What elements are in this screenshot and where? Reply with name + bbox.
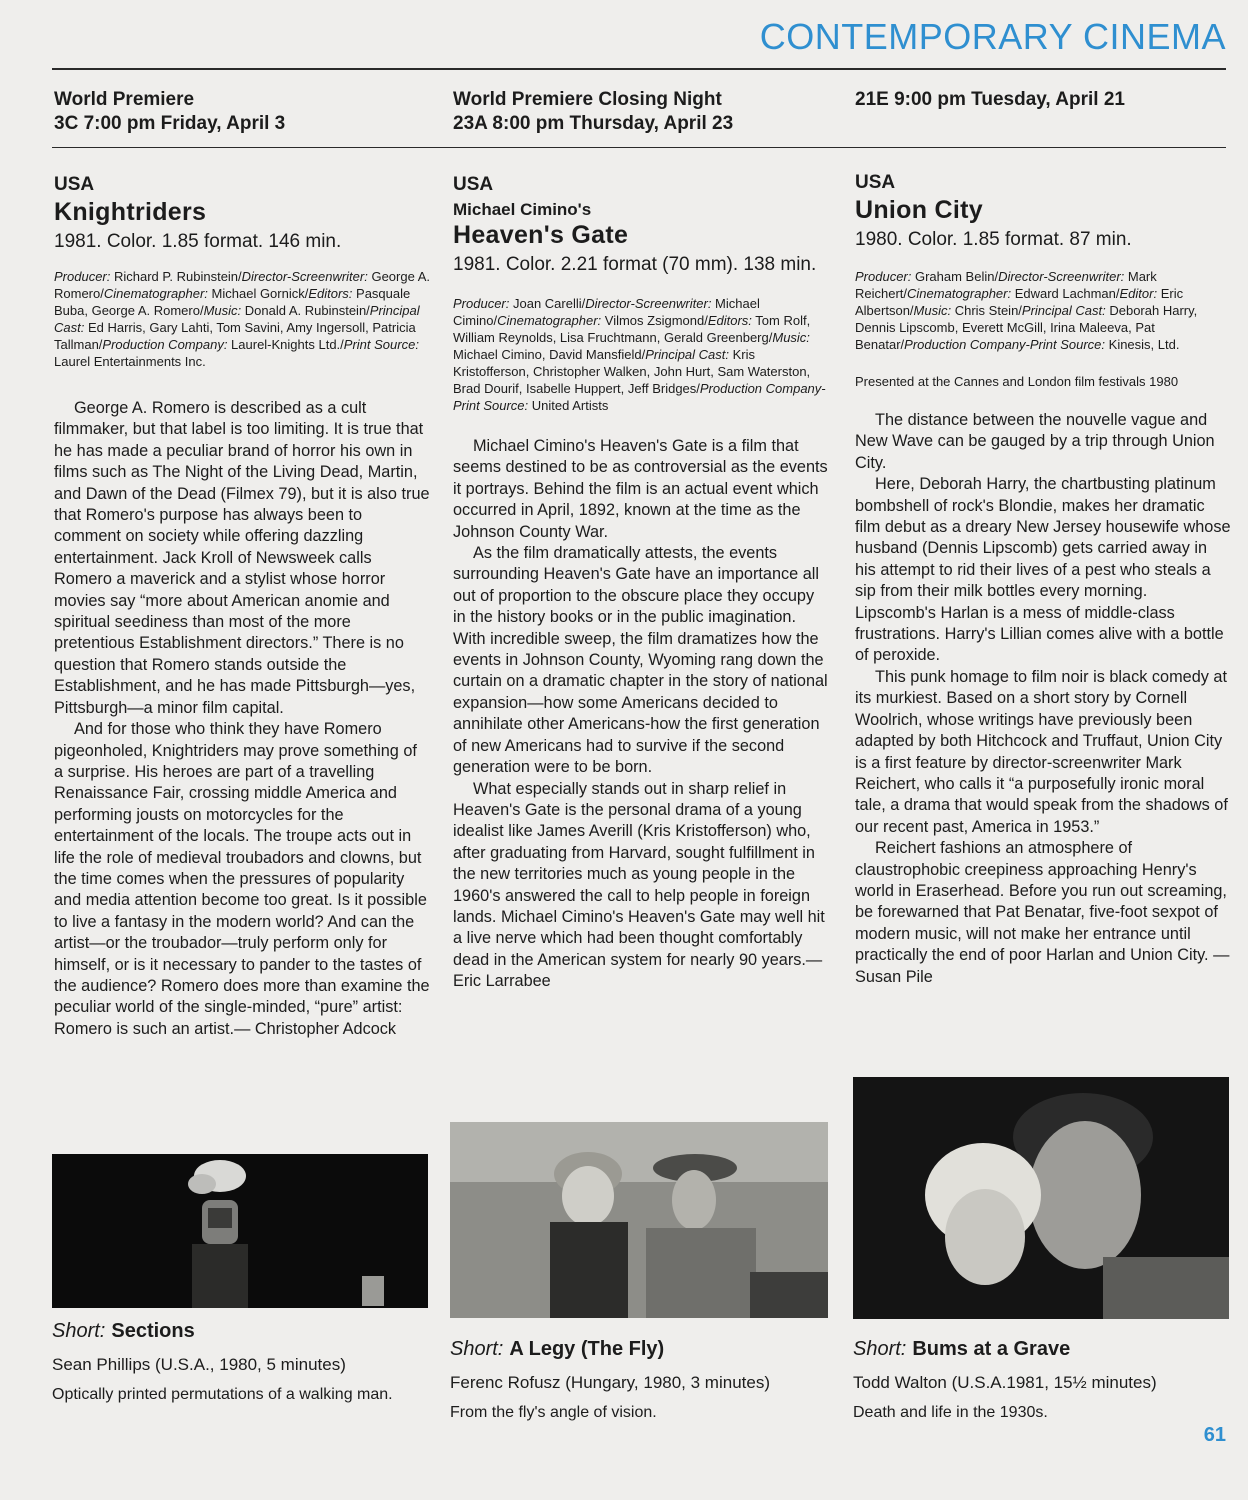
short-film-bums-at-a-grave (853, 1336, 1229, 1424)
paragraph: Michael Cimino's Heaven's Gate is a film that seems destined to be as controversial as the events it portrays. Behind the film is an actual event which occurred in April, 1892, known at the time as the Johnson County War. (453, 437, 828, 541)
film-description (855, 410, 1231, 988)
short-heading: Short: A Legy (The Fly) (450, 1338, 665, 1360)
paragraph: This punk homage to film noir is black comedy at its murkiest. Based on a short story by Cornell Woolrich, whose writings have previously been adapted by both Hitchcock and Truffaut, Union City is a first feature by director-screenwriter Mark Reichert, who calls it “a purposefully ironic moral tale, a drama that would speak from the shadows of our recent past, America in 1953.” (855, 667, 1228, 836)
premiere-label: World Premiere Closing Night (453, 89, 722, 110)
film-credits: Producer: Graham Belin/Director-Screenwriter: Mark Reichert/Cinematographer: Edward Lachman/Editor: Eric Albertson/Music: Chris Stein/Principal Cast: Deborah Harry, Dennis Lipscomb, Everett McGill, Irina Maleeva, Pat Benatar/Production Company-Print Source: Kinesis, Ltd. (855, 269, 1198, 352)
short-description: Death and life in the 1930s. (853, 1404, 1048, 1421)
film-presenter: Michael Cimino's (453, 200, 592, 219)
film-country: USA (855, 172, 896, 193)
short-heading: Short: Sections (52, 1320, 195, 1342)
short-title: Sections (111, 1320, 195, 1342)
paragraph: As the film dramatically attests, the events surrounding Heaven's Gate have an importance all out of proportion to the obscure place they occupy in the history books or in the public imagination. With incredible sweep, the film dramatizes how the events in Johnson County, Wyoming rang down the curtain on a dramatic chapter in the story of national expansion—how some Americans decided to annihilate other Americans-how the first generation of new Americans had to survive if the second generation were to be born. (453, 544, 828, 777)
paragraph: Reichert fashions an atmosphere of claustrophobic creepiness approaching Henry's world in Eraserhead. Before you run out screaming, be forewarned that Pat Benatar, five-foot sexpot of modern music, will not make her entrance until practically the end of poor Harlan and Union City. —Susan Pile (855, 839, 1230, 986)
film-country: USA (453, 174, 494, 195)
film-still-sections (52, 1154, 428, 1308)
film-column-heavens-gate (453, 88, 829, 993)
film-credits: Producer: Joan Carelli/Director-Screenwriter: Michael Cimino/Cinematographer: Vilmos Zsigmond/Editors: Tom Rolf, William Reynolds, Lisa Fruchtmann, Gerald Greenberg/Music: Michael Cimino, David Mansfield/Principal Cast: Kris Kristofferson, Christopher Walken, John Hurt, Sam Waterston, Brad Dourif, Isabelle Huppert, Jeff Bridges/Production Company-Print Source: United Artists (453, 296, 826, 413)
short-director: Ferenc Rofusz (Hungary, 1980, 3 minutes) (450, 1373, 770, 1392)
screening-time: 21E 9:00 pm Tuesday, April 21 (855, 89, 1125, 110)
short-film-a-legy (450, 1336, 826, 1424)
screening-schedule (54, 88, 430, 138)
paragraph: And for those who think they have Romero pigeonholed, Knightriders may prove something of a surprise. His heroes are part of a travelling Renaissance Fair, crossing middle America and performing jousts on motorcycles for the entertainment of the locals. The troupe acts out in life the role of medieval troubadors and clowns, but the time comes when the pressures of popularity and media attention become too great. Is it possible to live a fantasy in the modern world? And can the artist—or the troubador—truly perform only for himself, or is it necessary to pander to the tastes of the audience? Romero does more than examine the peculiar world of the single-minded, “pure” artist: Romero is such an artist.— Christopher Adcock (54, 720, 430, 1038)
short-description: From the fly's angle of vision. (450, 1404, 657, 1421)
short-title: Bums at a Grave (912, 1338, 1071, 1360)
paragraph: Here, Deborah Harry, the chartbusting platinum bombshell of rock's Blondie, makes her dramatic film debut as a dreary New Jersey housewife whose husband (Dennis Lipscomb) gets carried away in his attempt to rid their lives of a pest who steals a sip from their milk bottles every morning. Lipscomb's Harlan is a mess of middle-class frustrations. Harry's Lillian comes alive with a bottle of peroxide. (855, 475, 1231, 665)
film-title: Knightriders (54, 198, 207, 226)
film-description (54, 398, 430, 1040)
paragraph: George A. Romero is described as a cult filmmaker, but that label is too limiting. It is true that he has made a peculiar brand of horror his own in films such as The Night of the Living Dead, Martin, and Dawn of the Dead (Filmex 79), but it is also true that Romero's purpose has always been to comment on society while offering dazzling entertainment. Jack Kroll of Newsweek calls Romero a maverick and a stylist whose horror movies say “more about American anomie and spiritual seediness than most of the more pretentious Establishment directors.” There is no question that Romero stands outside the Establishment, and he has made Pittsburgh—yes, Pittsburgh—a minor film capital. (54, 399, 430, 717)
screening-time: 23A 8:00 pm Thursday, April 23 (453, 113, 734, 134)
paragraph: The distance between the nouvelle vague and New Wave can be gauged by a trip through Union City. (855, 411, 1215, 472)
screening-time: 3C 7:00 pm Friday, April 3 (54, 113, 286, 134)
paragraph: What especially stands out in sharp relief in Heaven's Gate is the personal drama of a young idealist like James Averill (Kris Kristofferson) who, after graduating from Harvard, sought fulfillment in the new territories much as young people in the 1960's answered the call to help people in foreign lands. Michael Cimino's Heaven's Gate may well hit a live nerve which had been thought comfortably dead in the American system for nearly 90 years.—Eric Larrabee (453, 779, 825, 991)
film-specs: 1980. Color. 1.85 format. 87 min. (855, 229, 1132, 250)
short-heading: Short: Bums at a Grave (853, 1338, 1071, 1360)
film-title: Union City (855, 196, 983, 224)
section-title: CONTEMPORARY CINEMA (759, 16, 1226, 57)
page-number: 61 (1203, 1424, 1226, 1446)
film-still-a-legy (450, 1122, 828, 1318)
screening-schedule (855, 88, 1231, 138)
short-film-sections (52, 1318, 428, 1406)
short-title: A Legy (The Fly) (509, 1338, 665, 1360)
film-country: USA (54, 174, 95, 195)
film-title: Heaven's Gate (453, 221, 629, 249)
festival-note: Presented at the Cannes and London film festivals 1980 (855, 374, 1179, 389)
premiere-label: World Premiere (54, 89, 195, 110)
film-specs: 1981. Color. 2.21 format (70 mm). 138 min. (453, 254, 817, 275)
screening-schedule (453, 88, 829, 138)
header-rule (52, 68, 1226, 70)
film-column-union-city (855, 88, 1231, 988)
short-description: Optically printed permutations of a walking man. (52, 1386, 393, 1403)
short-director: Todd Walton (U.S.A.1981, 15½ minutes) (853, 1373, 1157, 1392)
film-credits: Producer: Richard P. Rubinstein/Director-Screenwriter: George A. Romero/Cinematographer: Michael Gornick/Editors: Pasquale Buba, George A. Romero/Music: Donald A. Rubinstein/Principal Cast: Ed Harris, Gary Lahti, Tom Savini, Amy Ingersoll, Patricia Tallman/Production Company: Laurel-Knights Ltd./Print Source: Laurel Entertainments Inc. (54, 269, 430, 369)
film-specs: 1981. Color. 1.85 format. 146 min. (54, 231, 342, 252)
film-column-knightriders (54, 88, 430, 1040)
short-director: Sean Phillips (U.S.A., 1980, 5 minutes) (52, 1355, 346, 1374)
film-description (453, 436, 829, 993)
film-still-bums-at-a-grave (853, 1077, 1229, 1319)
